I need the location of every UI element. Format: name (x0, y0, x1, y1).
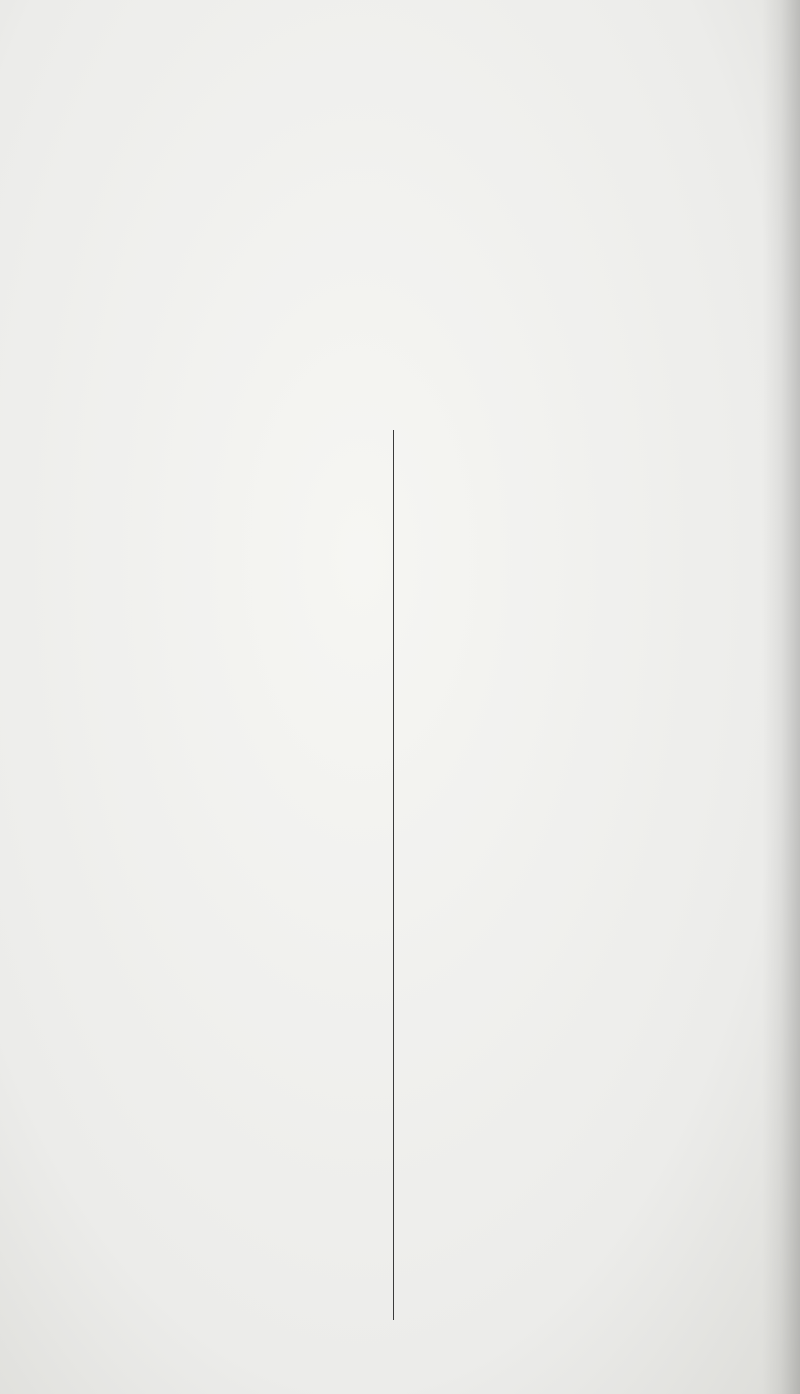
running-head (42, 38, 742, 98)
page-edge-shadow (762, 0, 800, 1394)
column-divider (393, 430, 394, 1320)
